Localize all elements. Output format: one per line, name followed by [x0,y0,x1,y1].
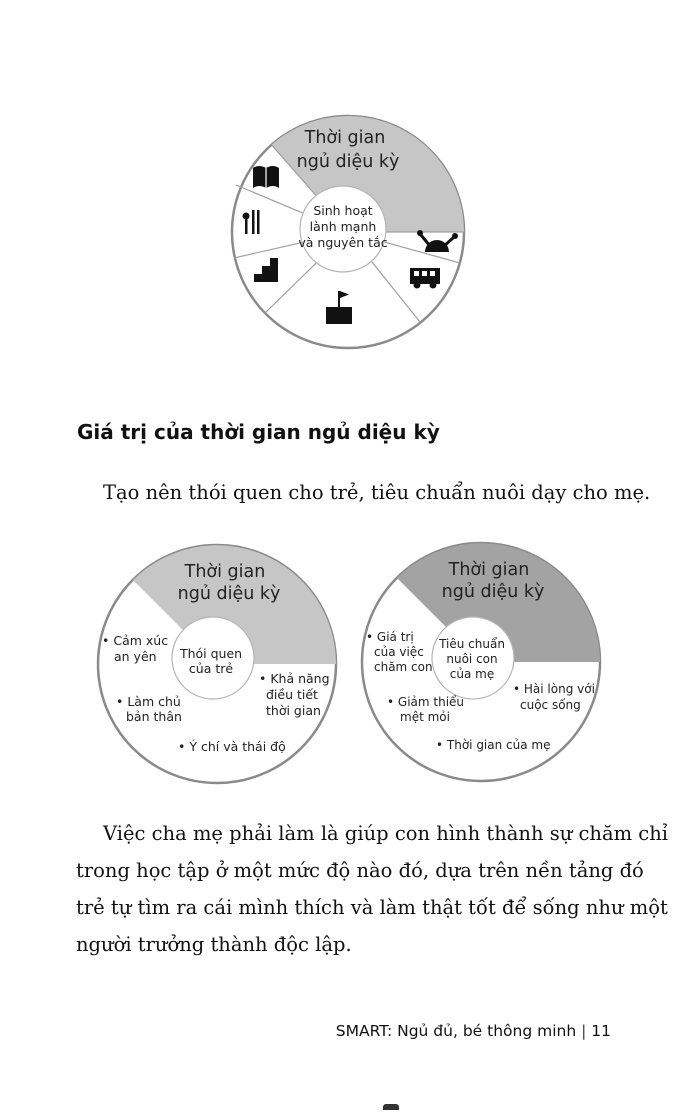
left-wheel-center-2: của trẻ [188,661,234,676]
left-wheel-item-4a: • Khả năng [259,671,330,686]
right-wheel-center-2: nuôi con [446,652,498,666]
paragraph-line-4: người trưởng thành độc lập. [76,933,352,956]
right-wheel-item-4a: • Hài lòng với [513,682,595,696]
right-wheel-item-1a: • Giá trị [366,630,414,644]
page-number: 11 [591,1022,611,1040]
right-wheel-item-2b: mệt mỏi [400,710,450,724]
left-wheel-item-4c: thời gian [266,703,321,718]
left-wheel-title-2: ngủ diệu kỳ [177,584,281,604]
book-icon [253,166,279,188]
right-wheel-item-3: • Thời gian của mẹ [436,738,551,752]
left-wheel-item-1a: • Cảm xúc [102,633,169,648]
left-wheel-item-3: • Ý chí và thái độ [178,739,286,754]
right-wheel-center-1: Tiêu chuẩn [439,637,505,651]
right-wheel-item-1b: của việc [374,645,424,659]
right-wheel [362,543,600,781]
left-wheel-title-1: Thời gian [184,562,266,582]
top-wheel-center-2: lành mạnh [309,219,377,234]
right-wheel-title-2: ngủ diệu kỳ [441,582,545,602]
top-wheel-title-2: ngủ diệu kỳ [296,152,400,172]
right-wheel-center-3: của mẹ [449,667,495,681]
top-wheel-title-1: Thời gian [304,128,386,148]
book-title: SMART: Ngủ đủ, bé thông minh [335,1022,577,1040]
left-wheel-item-2a: • Làm chủ [116,694,181,709]
section-heading: Giá trị của thời gian ngủ diệu kỳ [77,420,440,444]
left-wheel-item-2b: bản thân [126,709,182,724]
footer-separator: | [581,1022,587,1040]
right-wheel-item-1c: chăm con [374,660,433,674]
left-wheel-item-4b: điều tiết [266,687,318,702]
page-edge-mark [383,1104,399,1110]
right-wheel-item-2a: • Giảm thiểu [387,695,465,709]
top-wheel-center-1: Sinh hoạt [313,203,373,218]
right-wheel-item-4b: cuộc sống [520,698,581,712]
left-wheel [98,545,336,783]
paragraph-line-2: trong học tập ở một mức độ nào đó, dựa trên nền tảng đó [76,859,644,882]
top-wheel [232,116,464,348]
right-wheel-title-1: Thời gian [448,560,530,580]
page-footer [336,1022,611,1040]
left-wheel-item-1b: an yên [114,649,157,664]
body-paragraph [76,815,668,963]
left-wheel-center-1: Thói quen [179,646,243,661]
intro-sentence: Tạo nên thói quen cho trẻ, tiêu chuẩn nuôi dạy cho mẹ. [103,481,651,504]
top-wheel-center-3: và nguyên tắc [298,235,388,250]
paragraph-line-3: trẻ tự tìm ra cái mình thích và làm thật tốt để sống như một [76,896,668,919]
paragraph-line-1: Việc cha mẹ phải làm là giúp con hình thành sự chăm chỉ [103,822,668,845]
